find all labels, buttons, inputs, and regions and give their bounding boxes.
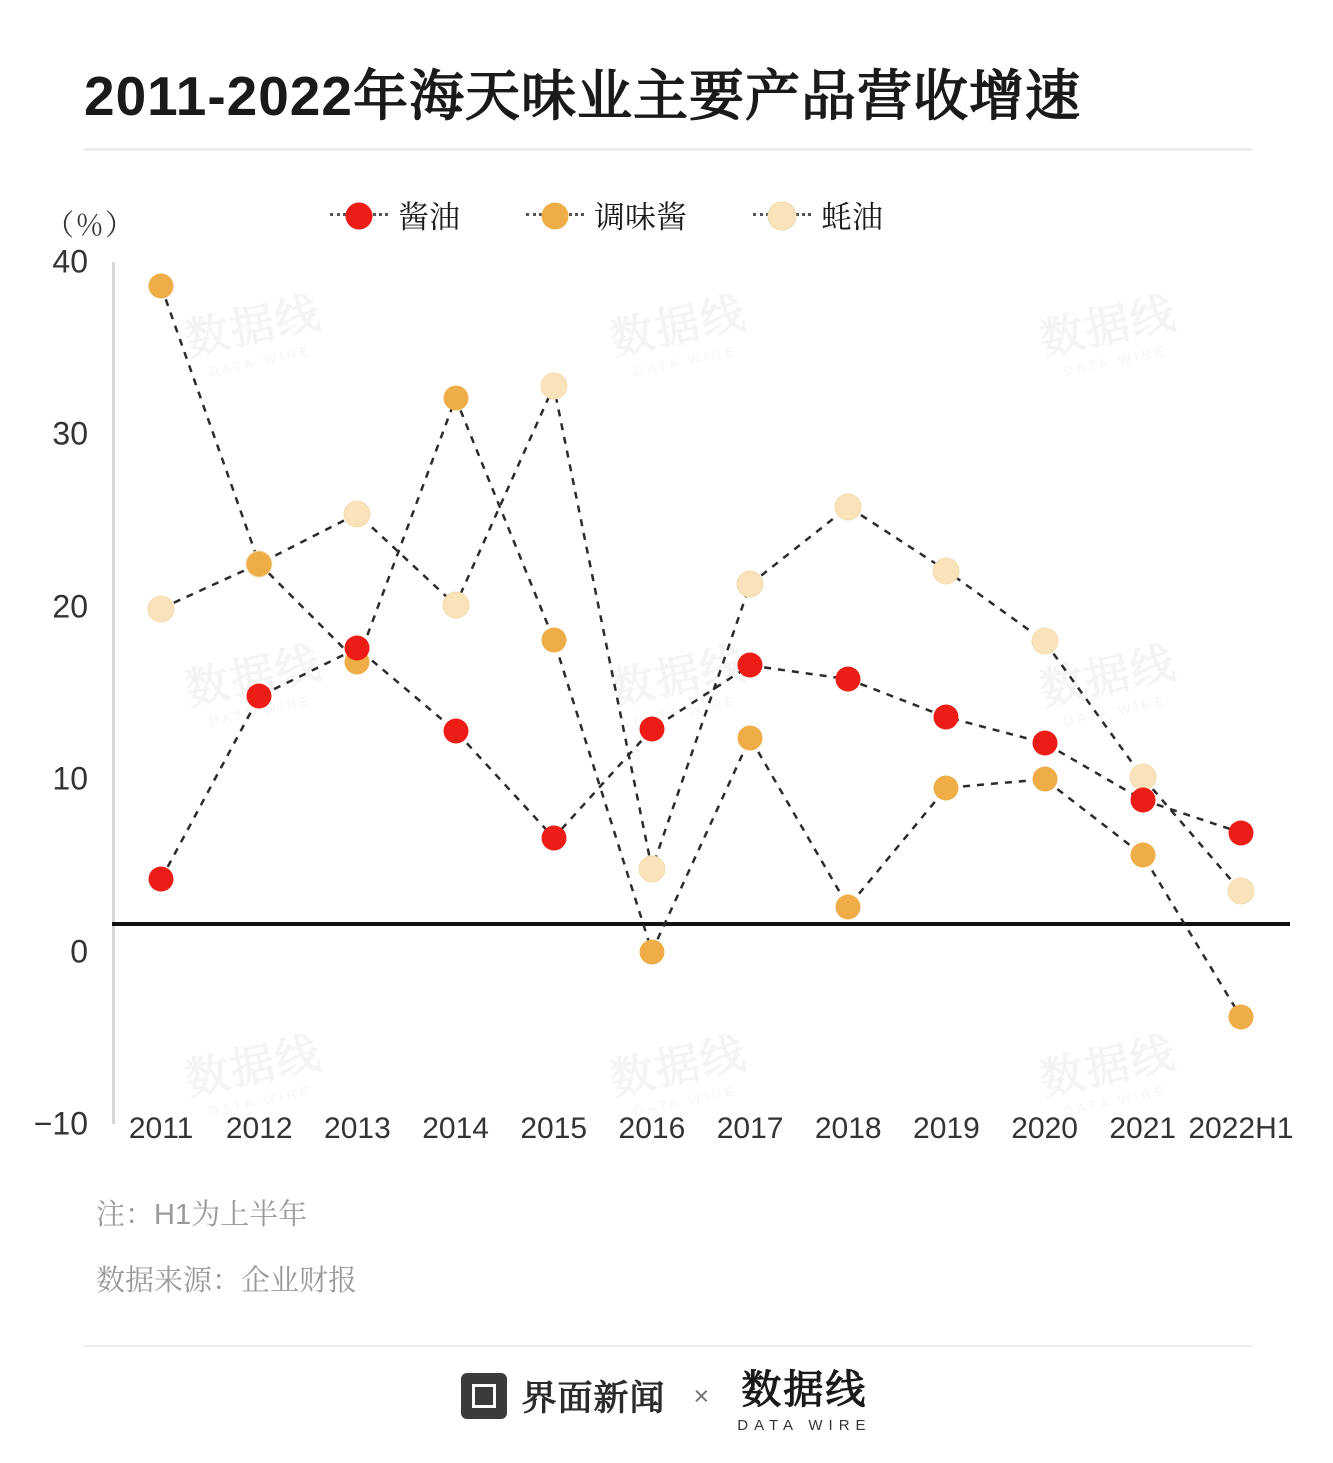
title-divider	[84, 148, 1252, 151]
data-point	[738, 725, 763, 750]
zero-baseline	[112, 922, 1290, 926]
watermark	[178, 277, 329, 383]
x-tick-label: 2019	[913, 1112, 980, 1145]
data-point	[934, 705, 959, 730]
y-tick-label: −10	[33, 1105, 88, 1142]
data-point	[1228, 820, 1253, 845]
legend-line-icon	[753, 213, 811, 216]
brand-datawire	[737, 1358, 871, 1434]
legend-label: 蚝油	[821, 200, 883, 235]
note-h1: 注：H1为上半年	[96, 1199, 308, 1231]
footer	[0, 1358, 1333, 1434]
data-point	[738, 653, 763, 678]
brand-name: 界面新闻	[521, 1379, 666, 1418]
data-point	[344, 500, 371, 527]
data-point	[934, 775, 959, 800]
data-point	[638, 855, 665, 882]
y-tick-label: 10	[52, 760, 88, 797]
data-point	[443, 386, 468, 411]
data-point	[247, 551, 272, 576]
y-tick-label: 30	[52, 415, 88, 452]
legend-item-2[interactable]	[526, 192, 687, 237]
y-axis-unit: （％）	[45, 210, 136, 242]
data-point	[247, 684, 272, 709]
legend-dot-icon	[346, 203, 373, 230]
x-tick-label: 2012	[225, 1112, 293, 1145]
chart-legend	[330, 192, 883, 237]
data-point	[443, 718, 468, 743]
legend-item-1[interactable]	[330, 192, 460, 237]
legend-dot-icon	[542, 203, 569, 230]
data-point	[541, 825, 566, 850]
partner-subtitle: DATA WIRE	[737, 1417, 872, 1434]
data-point	[148, 595, 175, 622]
x-tick-label: 2015	[520, 1112, 588, 1145]
data-point	[149, 867, 174, 892]
x-tick-label: 2021	[1109, 1112, 1177, 1145]
data-point	[1032, 730, 1057, 755]
watermark	[603, 627, 754, 733]
y-tick-label: 40	[52, 243, 88, 280]
data-point	[836, 667, 861, 692]
data-point	[639, 939, 664, 964]
watermark	[178, 627, 329, 733]
data-point	[1228, 1005, 1253, 1030]
x-tick-label: 2016	[618, 1112, 686, 1145]
watermark	[603, 277, 754, 383]
x-tick-label: 2011	[128, 1112, 194, 1145]
y-axis-line	[112, 262, 115, 1124]
x-tick-label: 2020	[1011, 1112, 1078, 1145]
watermark	[178, 1017, 329, 1123]
data-point	[1032, 767, 1057, 792]
footer-separator: ×	[693, 1380, 710, 1411]
legend-line-icon	[330, 213, 388, 216]
y-tick-label: 0	[70, 933, 88, 970]
data-point	[540, 373, 567, 400]
data-point	[149, 274, 174, 299]
data-point	[442, 592, 469, 619]
x-tick-label: 2022H1	[1188, 1112, 1294, 1145]
data-point	[737, 571, 764, 598]
legend-label: 酱油	[398, 200, 460, 235]
data-point	[1130, 787, 1155, 812]
data-point	[1031, 628, 1058, 655]
x-tick-label: 2014	[422, 1112, 489, 1145]
legend-line-icon	[526, 213, 584, 216]
data-point	[1130, 843, 1155, 868]
legend-label: 调味酱	[594, 200, 687, 235]
watermark	[1033, 1017, 1184, 1123]
note-source: 数据来源：企业财报	[96, 1265, 358, 1297]
jiemian-logo-icon	[461, 1373, 507, 1419]
x-tick-label: 2018	[814, 1112, 882, 1145]
partner-name: 数据线	[741, 1368, 868, 1412]
watermark	[603, 1017, 754, 1123]
data-point	[835, 493, 862, 520]
data-point	[541, 627, 566, 652]
legend-item-3[interactable]	[753, 192, 883, 237]
y-tick-label: 20	[52, 588, 88, 625]
x-tick-label: 2013	[324, 1112, 391, 1145]
data-point	[1227, 878, 1254, 905]
page-title: 2011-2022年海天味业主要产品营收增速	[84, 65, 1081, 127]
data-point	[836, 894, 861, 919]
data-point	[639, 717, 664, 742]
watermark	[1033, 277, 1184, 383]
data-point	[933, 557, 960, 584]
brand-jiemian	[461, 1371, 665, 1421]
data-point	[345, 636, 370, 661]
footer-divider	[84, 1345, 1252, 1347]
legend-dot-icon	[768, 202, 797, 231]
x-tick-label: 2017	[716, 1112, 784, 1145]
